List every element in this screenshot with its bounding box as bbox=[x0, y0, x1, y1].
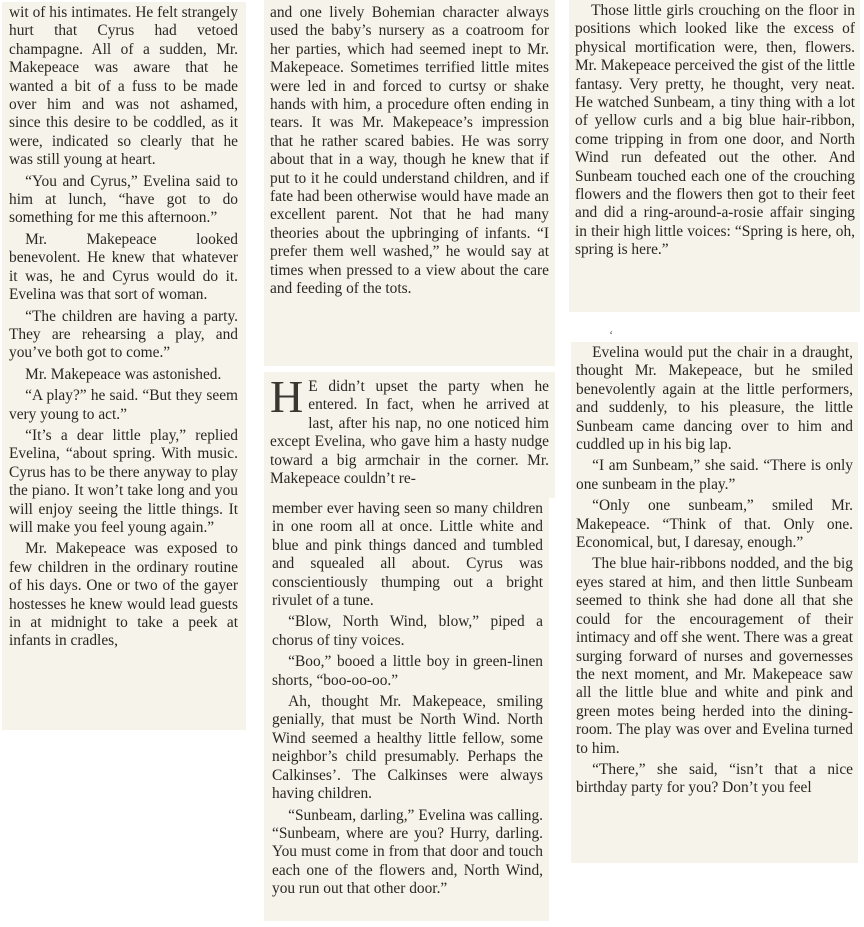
column-2-top-clipping bbox=[264, 0, 555, 366]
col3-bottom-paragraph-2: “I am Sunbeam,” she said. “There is only one sunbeam in the play.” bbox=[576, 457, 853, 493]
drop-cap-letter: H bbox=[270, 372, 304, 422]
col1-paragraph-3: Mr. Makepeace looked benevolent. He knew that whatever it was, he and Cyrus would do it. Evelina was that sort of woman. bbox=[9, 230, 238, 304]
col3-top-paragraph-1: Those little girls crouching on the floor in positions which looked like the excess of physical mortification were, then, flowers. Mr. Makepeace perceived the gist of the little fantasy. Very pretty, he thought, very neat. He watched Sunbeam, a tiny thing with a lot of yellow curls and a big blue hair-ribbon, come tripping in from one door, and North Wind run defeated out the other. And Sunbeam touched each one of the crouching flowers and the flowers then got to their feet and did a ring-around-a-rosie affair singing in their high little voices: “Spring is here, oh, spring is here.” bbox=[575, 2, 855, 259]
col1-paragraph-1: wit of his intimates. He felt strangely hurt that Cyrus had vetoed champagne. All of a sudden, Mr. Makepeace was aware that he wanted a bit of a fuss to be made over him and was not ashamed, since this desire to be coddled, as it were, indicated so clearly that he was still young at heart. bbox=[9, 4, 238, 169]
col2-middle-paragraph-1 bbox=[270, 372, 549, 488]
col1-paragraph-5: Mr. Makepeace was astonished. bbox=[25, 365, 222, 383]
column-3-top-clipping bbox=[569, 0, 860, 312]
column-1-clipping bbox=[2, 2, 246, 730]
crop-mark: ‘ bbox=[609, 327, 614, 342]
drop-cap-paragraph-text: E didn’t upset the party when he entered. In fact, when he arrived at last, after his nap, no one noticed him except Evelina, who gave him a hasty nudge toward a big armchair in the corner. Mr. Makepeace couldn’t re- bbox=[270, 378, 549, 488]
col3-bottom-paragraph-3: “Only one sunbeam,” smiled Mr. Makepeace. “Think of that. Only one. Economical, but, I daresay, enough.” bbox=[576, 497, 853, 552]
col2-top-paragraph-1: and one lively Bohemian character always used the baby’s nursery as a coatroom for her parties, which had seemed inept to Mr. Makepeace. Sometimes terrified little mites were led in and forced to curtsy or shake hands with him, a procedure often ending in tears. It was Mr. Makepeace’s impression that he rather scared babies. He was sorry about that in a way, though he knew that if put to it he could understand children, and if fate had been otherwise would have made an excellent parent. Not that he had many theories about the upbringing of infants. “I prefer them well washed,” he would say at times when pressed to a view about the care and feeding of the tots. bbox=[270, 4, 549, 298]
column-3-bottom-clipping bbox=[571, 342, 858, 863]
col2-bottom-paragraph-4: Ah, thought Mr. Makepeace, smiling genially, that must be North Wind. North Wind seemed a healthy little fellow, some neighbor’s child presumably. Perhaps the Calkinses’. The Calkinses were always having children. bbox=[272, 693, 543, 803]
col1-paragraph-7: “It’s a dear little play,” replied Evelina, “about spring. With music. Cyrus has to be there anyway to play the piano. It won’t take long and you will enjoy seeing the little things. It will make you feel young again.” bbox=[9, 426, 238, 536]
col3-bottom-paragraph-4: The blue hair-ribbons nodded, and the big eyes stared at him, and then little Sunbeam seemed to think she had done all that she could for the encouragement of their intimacy and off she went. There was a great surging forward of nurses and governesses the next moment, and Mr. Makepeace saw all the little blue and white and pink and green motes being herded into the dining-room. The play was over and Evelina turned to him. bbox=[576, 555, 853, 757]
col1-paragraph-2: “You and Cyrus,” Evelina said to him at lunch, “have got to do something for me this afternoon.” bbox=[9, 172, 238, 227]
col1-paragraph-8: Mr. Makepeace was exposed to few children in the ordinary routine of his days. One or two of the gayer hostesses he knew would lead guests in at midnight to take a peek at infants in cradles, bbox=[9, 540, 238, 650]
column-2-middle-clipping bbox=[264, 372, 555, 498]
col1-paragraph-4: “The children are having a party. They are rehearsing a play, and you’ve both got to come.” bbox=[9, 307, 238, 362]
col2-bottom-paragraph-1: member ever having seen so many children in one room all at once. Little white and blue and pink things danced and tumbled and squealed all about. Cyrus was conscientiously thumping out a bright rivulet of a tune. bbox=[272, 500, 543, 610]
col2-bottom-paragraph-5: “Sunbeam, darling,” Evelina was calling. “Sunbeam, where are you? Hurry, darling. You must come in from that door and touch each one of the flowers and, North Wind, you run out that other door.” bbox=[272, 806, 543, 898]
col3-bottom-paragraph-1: Evelina would put the chair in a draught, thought Mr. Makepeace, but he smiled benevolently again at the little performers, and suddenly, to his pleasure, the little Sunbeam came dancing over to him and cuddled up in his big lap. bbox=[576, 344, 853, 454]
column-2-bottom-clipping bbox=[264, 498, 549, 921]
col2-bottom-paragraph-3: “Boo,” booed a little boy in green-linen shorts, “boo-oo-oo.” bbox=[272, 653, 543, 689]
col1-paragraph-6: “A play?” he said. “But they seem very young to act.” bbox=[9, 387, 238, 423]
col2-bottom-paragraph-2: “Blow, North Wind, blow,” piped a chorus of tiny voices. bbox=[272, 613, 543, 649]
col3-bottom-paragraph-5: “There,” she said, “isn’t that a nice birthday party for you? Don’t you feel bbox=[576, 760, 853, 797]
